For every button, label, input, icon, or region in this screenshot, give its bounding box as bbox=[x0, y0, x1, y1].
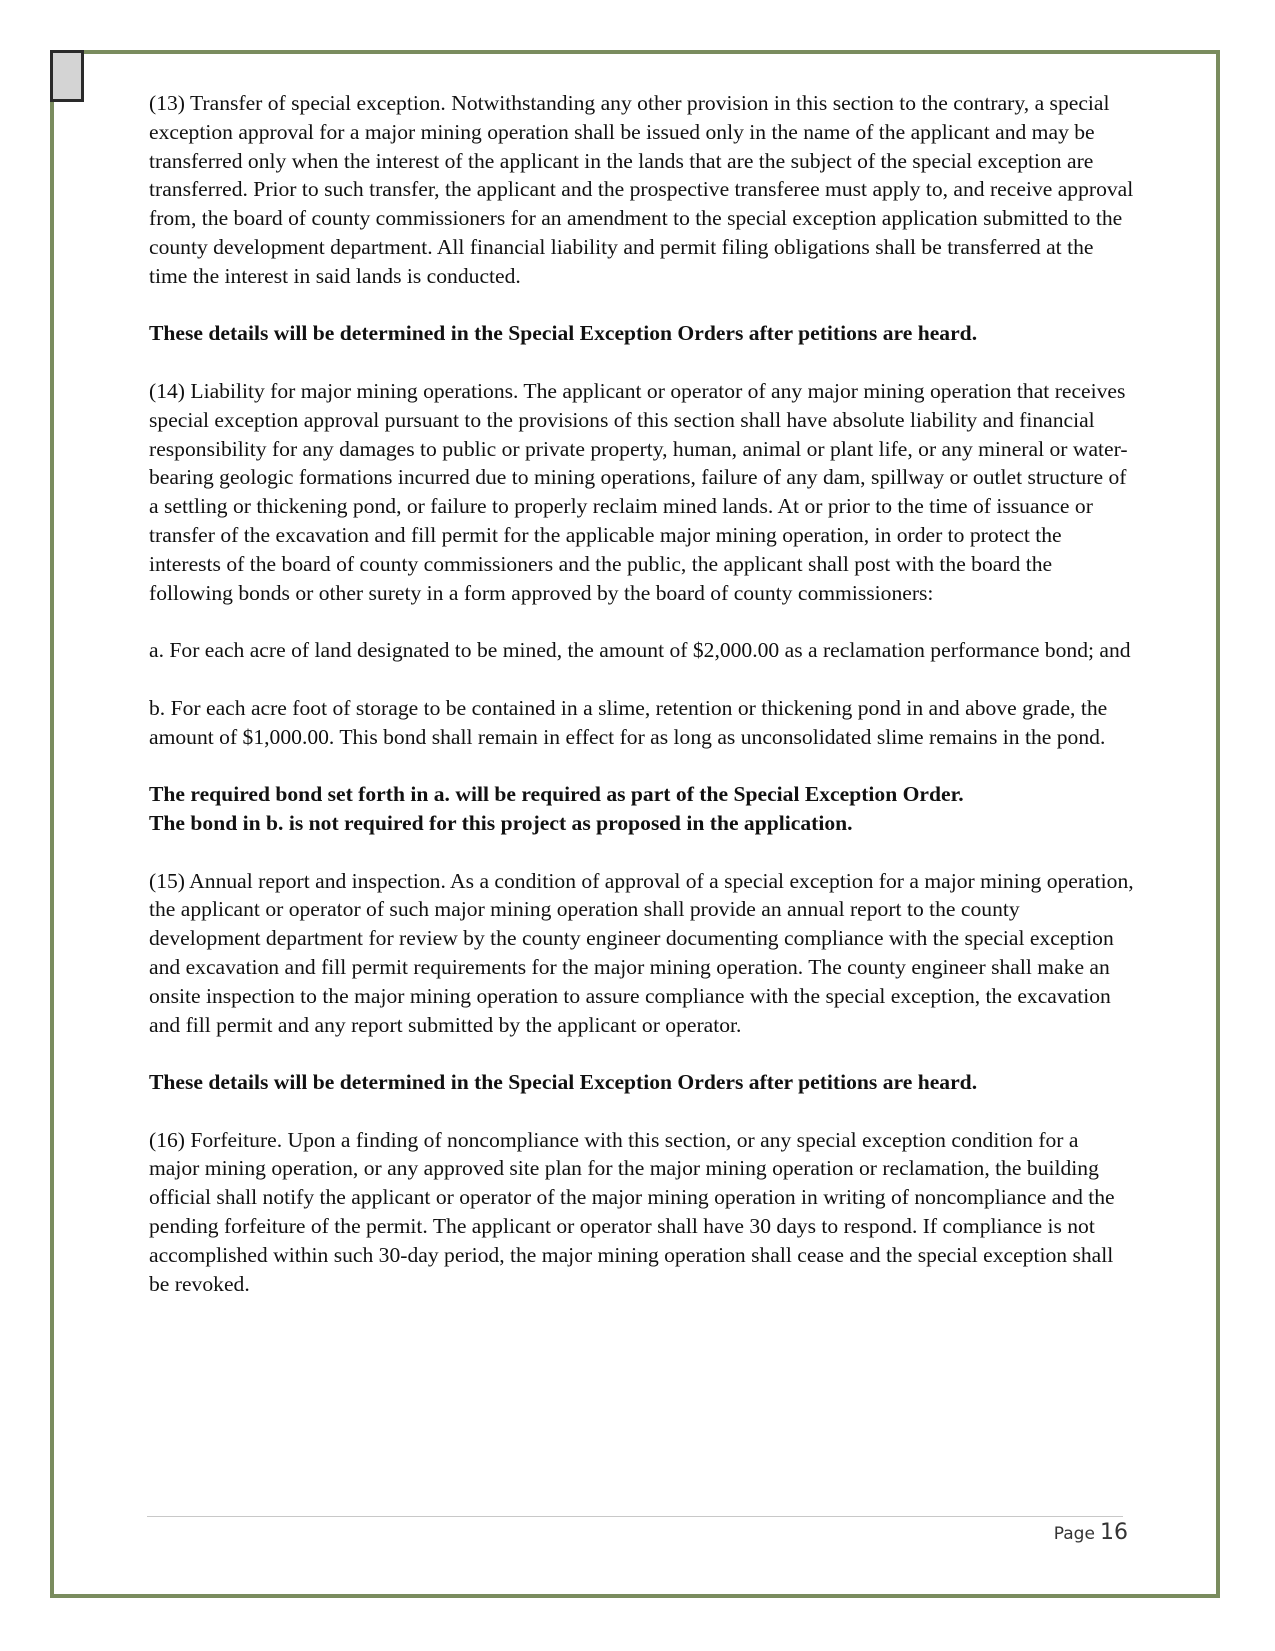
section-14-item-a: a. For each acre of land designated to be mined, the amount of $2,000.00 as a reclamation performance bond; and bbox=[149, 638, 1131, 663]
footer-divider bbox=[147, 1516, 1123, 1517]
section-13-note: These details will be determined in the Special Exception Orders after petitions are heard. bbox=[149, 321, 978, 346]
section-14-item-b: b. For each acre foot of storage to be contained in a slime, retention or thickening pond in and above grade, the amount of $1,000.00. This bond shall remain in effect for as long as unconsolidated slime remains in the pond. bbox=[149, 695, 1108, 749]
section-14-note bbox=[149, 780, 1134, 838]
section-14-note-line-2: The bond in b. is not required for this project as proposed in the application. bbox=[149, 810, 853, 835]
section-15-annual-report: (15) Annual report and inspection. As a condition of approval of a special exception for a major mining operation, the applicant or operator of such major mining operation shall provide an annual report to the county development department for review by the county engineer documenting compliance with the special exception and excavation and fill permit requirements for the major mining operation. The county engineer shall make an onsite inspection to the major mining operation to assure compliance with the special exception, the excavation and fill permit and any report submitted by the applicant or operator. bbox=[149, 868, 1134, 1037]
page-label: Page bbox=[1053, 1524, 1095, 1544]
section-13-transfer: (13) Transfer of special exception. Notwithstanding any other provision in this section to the contrary, a special exception approval for a major mining operation shall be issued only in the name of the applicant and may be transferred only when the interest of the applicant in the lands that are the subject of the special exception are transferred. Prior to such transfer, the applicant and the prospective transferee must apply to, and receive approval from, the board of county commissioners for an amendment to the special exception application submitted to the county development department. All financial liability and permit filing obligations shall be transferred at the time the interest in said lands is conducted. bbox=[149, 91, 1134, 288]
section-16-forfeiture: (16) Forfeiture. Upon a finding of noncompliance with this section, or any special exception condition for a major mining operation, or any approved site plan for the major mining operation or reclamation, the building official shall notify the applicant or operator of the major mining operation in writing of noncompliance and the pending forfeiture of the permit. The applicant or operator shall have 30 days to respond. If compliance is not accomplished within such 30-day period, the major mining operation shall cease and the special exception shall be revoked. bbox=[149, 1127, 1115, 1296]
page-number bbox=[1054, 1520, 1128, 1545]
section-14-note-line-1: The required bond set forth in a. will be required as part of the Special Exception Order. bbox=[149, 782, 964, 807]
section-14-liability: (14) Liability for major mining operations. The applicant or operator of any major mining operation that receives special exception approval pursuant to the provisions of this section shall have absolute liability and financial responsibility for any damages to public or private property, human, animal or plant life, or any mineral or water-bearing geologic formations incurred due to mining operations, failure of any dam, spillway or outlet structure of a settling or thickening pond, or failure to properly reclaim mined lands. At or prior to the time of issuance or transfer of the excavation and fill permit for the applicable major mining operation, in order to protect the interests of the board of county commissioners and the public, the applicant shall post with the board the following bonds or other surety in a form approved by the board of county commissioners: bbox=[149, 378, 1128, 605]
page-number-value: 16 bbox=[1100, 1520, 1128, 1545]
corner-marker bbox=[50, 50, 84, 102]
section-15-note: These details will be determined in the Special Exception Orders after petitions are heard. bbox=[149, 1070, 978, 1095]
document-body bbox=[149, 89, 1134, 1298]
